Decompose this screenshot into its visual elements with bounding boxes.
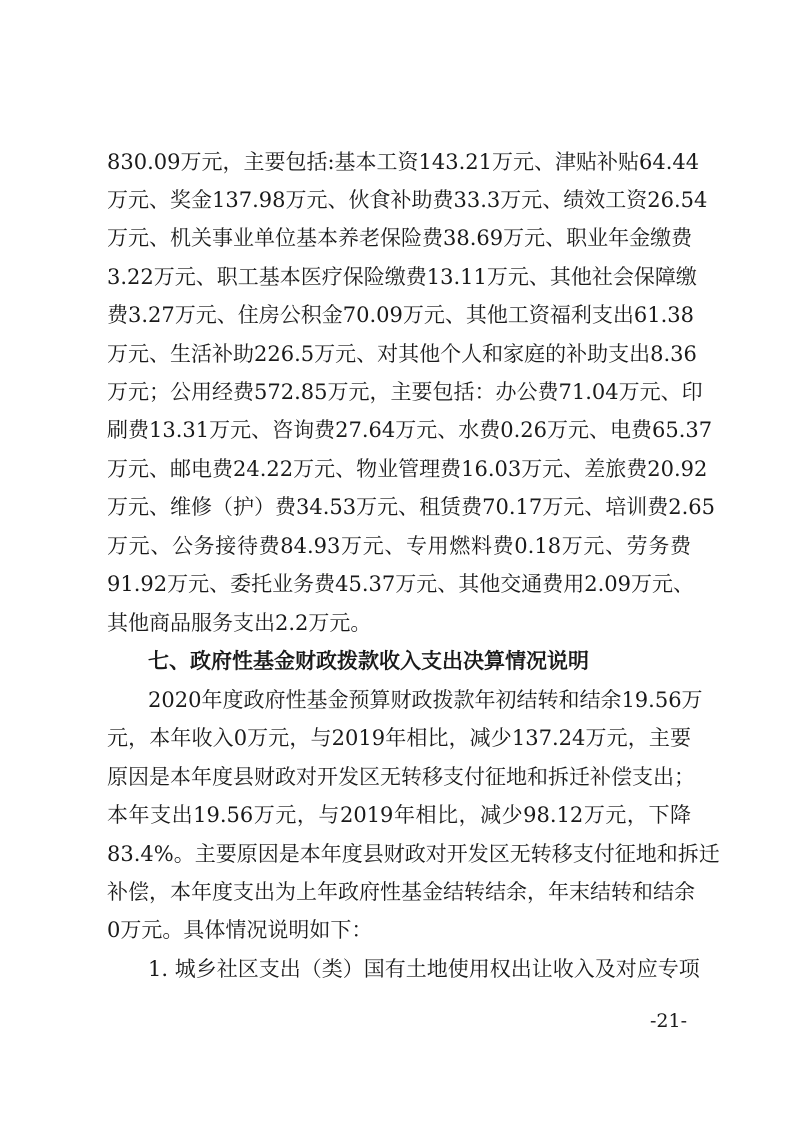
section-line: 0万元。具体情况说明如下： — [107, 918, 373, 942]
section-line: 元，本年收入0万元，与2019年相比，减少137.24万元，主要 — [107, 726, 691, 750]
body-line: 3.22万元、职工基本医疗保险缴费13.11万元、其他社会保障缴 — [107, 265, 697, 289]
body-line: 万元、维修（护）费34.53万元、租赁费70.17万元、培训费2.65 — [107, 495, 715, 519]
section-line: 2020年度政府性基金预算财政拨款年初结转和结余19.56万 — [148, 688, 703, 712]
body-line: 91.92万元、委托业务费45.37万元、其他交通费用2.09万元、 — [107, 572, 694, 596]
section-heading: 七、政府性基金财政拨款收入支出决算情况说明 — [148, 649, 589, 673]
page-number: -21- — [649, 1010, 687, 1032]
section-line: 本年支出19.56万元，与2019年相比，减少98.12万元，下降 — [107, 803, 691, 827]
section-line: 1. 城乡社区支出（类）国有土地使用权出让收入及对应专项 — [148, 957, 700, 981]
body-line: 万元、奖金137.98万元、伙食补助费33.3万元、绩效工资26.54 — [107, 188, 708, 212]
body-line: 万元、邮电费24.22万元、物业管理费16.03万元、差旅费20.92 — [107, 457, 708, 481]
body-line: 费3.27万元、住房公积金70.09万元、其他工资福利支出61.38 — [107, 303, 694, 327]
body-line: 万元、机关事业单位基本养老保险费38.69万元、职业年金缴费 — [107, 226, 693, 250]
body-line: 其他商品服务支出2.2万元。 — [107, 611, 372, 635]
section-line: 补偿，本年度支出为上年政府性基金结转结余，年末结转和结余 — [107, 880, 695, 904]
section-line: 83.4%。主要原因是本年度县财政对开发区无转移支付征地和拆迁 — [107, 842, 720, 866]
body-line: 万元、生活补助226.5万元、对其他个人和家庭的补助支出8.36 — [107, 342, 697, 366]
body-line: 万元、公务接待费84.93万元、专用燃料费0.18万元、劳务费 — [107, 534, 691, 558]
body-line: 830.09万元，主要包括:基本工资143.21万元、津贴补贴64.44 — [107, 150, 700, 174]
body-line: 刷费13.31万元、咨询费27.64万元、水费0.26万元、电费65.37 — [107, 418, 713, 442]
body-line: 万元；公用经费572.85万元，主要包括：办公费71.04万元、印 — [107, 380, 703, 404]
section-line: 原因是本年度县财政对开发区无转移支付征地和拆迁补偿支出； — [107, 765, 695, 789]
